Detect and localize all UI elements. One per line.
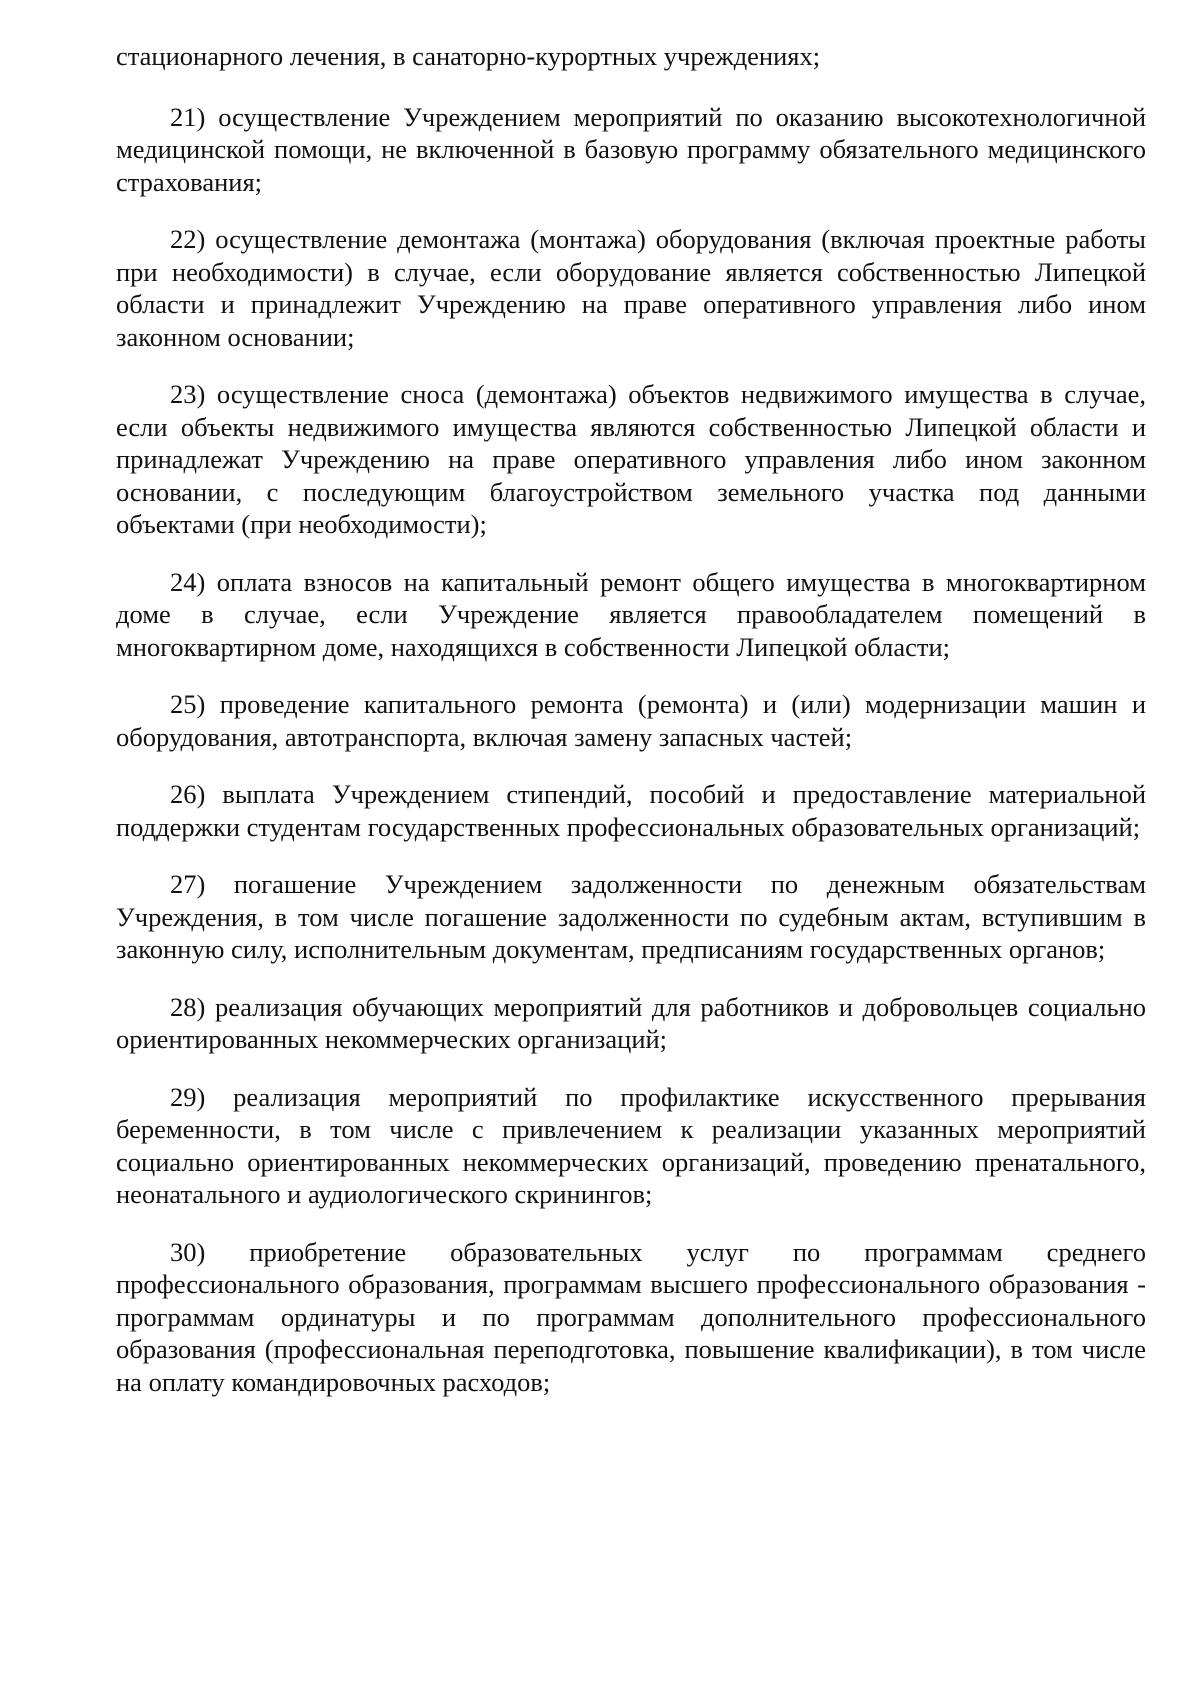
list-item-27: 27) погашение Учреждением задолженности по денежным обязательствам Учреждения, в том числе погашение задолженности по судебным актам, вступившим в законную силу, исполнительным документам, предписаниям государственных органов;: [116, 869, 1146, 964]
list-item-24: 24) оплата взносов на капитальный ремонт общего имущества в многоквартирном доме в случае, если Учреждение является правообладателем помещений в многоквартирном доме, находящихся в собственности Липецкой области;: [116, 566, 1146, 662]
list-item-21: 21) осуществление Учреждением мероприятий по оказанию высокотехнологичной медицинской помощи, не включенной в базовую программу обязательного медицинского страхования;: [116, 101, 1146, 197]
document-page: [116, 40, 1146, 1423]
list-item-22: 22) осуществление демонтажа (монтажа) оборудования (включая проектные работы при необходимости) в случае, если оборудование является собственностью Липецкой области и принадлежит Учреждению на праве оперативного управления либо ином законном основании;: [116, 224, 1146, 352]
list-item-30: 30) приобретение образовательных услуг по программам среднего профессионального образования, программам высшего профессионального образования - программам ординатуры и по программам дополнительного профессионального образования (профессиональная переподготовка, повышение квалификации), в том числе на оплату командировочных расходов;: [116, 1236, 1146, 1397]
list-item-26: 26) выплата Учреждением стипендий, пособий и предоставление материальной поддержки студентам государственных профессиональных образовательных организаций;: [116, 779, 1146, 842]
list-item-25: 25) проведение капитального ремонта (ремонта) и (или) модернизации машин и оборудования, автотранспорта, включая замену запасных частей;: [116, 689, 1146, 752]
list-item-29: 29) реализация мероприятий по профилактике искусственного прерывания беременности, в том числе с привлечением к реализации указанных мероприятий социально ориентированных некоммерческих организаций, проведению пренатального, неонатального и аудиологического скринингов;: [116, 1081, 1146, 1209]
continuation-text: стационарного лечения, в санаторно-курортных учреждениях;: [116, 41, 821, 71]
list-item-28: 28) реализация обучающих мероприятий для работников и добровольцев социально ориентированных некоммерческих организаций;: [116, 991, 1146, 1054]
list-item-23: 23) осуществление сноса (демонтажа) объектов недвижимого имущества в случае, если объекты недвижимого имущества являются собственностью Липецкой области и принадлежат Учреждению на праве оперативного управления либо ином законном основании, с последующим благоустройством земельного участка под данными объектами (при необходимости);: [116, 379, 1146, 539]
